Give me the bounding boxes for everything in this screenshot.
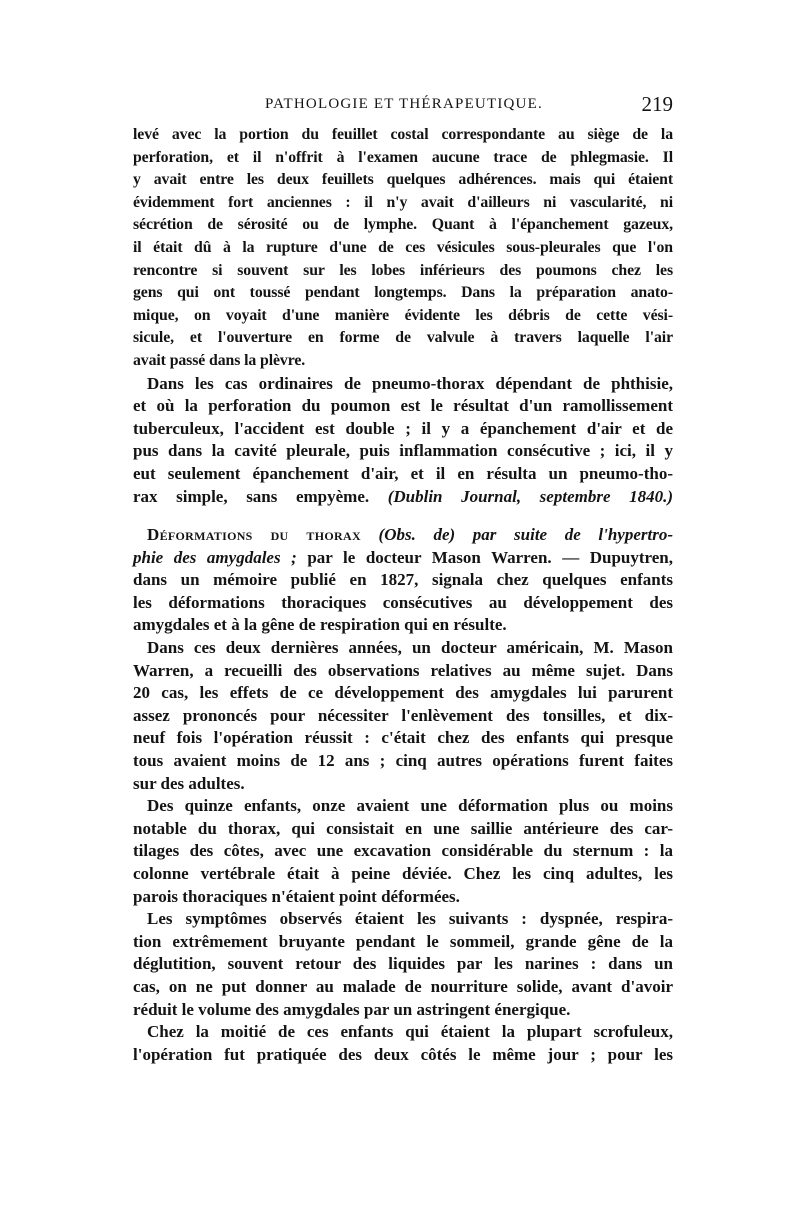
citation: (Dublin Journal, septembre 1840.) (387, 486, 673, 506)
paragraph-warren (133, 637, 673, 795)
text-line: réduit le volume des amygdales par un astringent énergique. (133, 999, 571, 1019)
obs-label: (Obs. de) (378, 525, 456, 545)
text-line-start: rax simple, sans empyème. (133, 486, 370, 506)
paragraph-pneumothorax (133, 373, 673, 509)
text-line: sur des adultes. (133, 773, 245, 793)
text-line: tion extrêmement bruyante pendant le sommeil, grande gêne de la (133, 931, 673, 951)
text-line: amygdales et à la gêne de respiration qui en résulte. (133, 615, 507, 635)
text-line: levé avec la portion du feuillet costal correspondante au siège de la (133, 126, 673, 143)
text-line: notable du thorax, qui consistait en une saillie antérieure des car- (133, 818, 673, 838)
text-line: sicule, et l'ouverture en forme de valvule à travers laquelle l'air (133, 329, 673, 347)
text-line: Des quinze enfants, onze avaient une déformation plus ou moins (147, 796, 673, 816)
paragraph-operation (133, 1021, 673, 1066)
text-line: dans un mémoire publié en 1827, signala chez quelques enfants (133, 570, 673, 590)
text-line: parois thoraciques n'étaient point déformées. (133, 886, 460, 906)
paragraph-enfants (133, 795, 673, 908)
text-line: Chez la moitié de ces enfants qui étaient la plupart scrofuleux, (147, 1022, 673, 1042)
text-line: mique, on voyait d'une manière évidente les débris de cette vési- (133, 306, 673, 324)
text-line: Dans ces deux dernières années, un docteur américain, M. Mason (147, 638, 673, 658)
page-header (133, 92, 673, 122)
body-text (133, 124, 673, 1066)
paragraph-symptomes (133, 908, 673, 1021)
text-line: Dans les cas ordinaires de pneumo-thorax dépendant de phthisie, (147, 373, 673, 393)
section-gap (133, 508, 673, 524)
text-line-rest: par le docteur Mason Warren. — Dupuytren, (307, 547, 674, 567)
page-number: 219 (641, 92, 673, 116)
text-line: l'opération fut pratiquée des deux côtés le même jour ; pour les (133, 1044, 673, 1064)
text-line: assez prononcés pour nécessiter l'enlèvement des tonsilles, et dix- (133, 705, 673, 725)
running-head: PATHOLOGIE ET THÉRAPEUTIQUE. (265, 96, 543, 112)
text-line: évidemment fort anciennes : il n'y avait d'ailleurs ni vascularité, ni (133, 193, 673, 211)
text-line: et où la perforation du poumon est le résultat d'un ramollissement (133, 396, 673, 416)
text-line: colonne vertébrale était à peine déviée. Chez les cinq adultes, les (133, 864, 673, 883)
text-line: cas, on ne put donner au malade de nourriture solide, avant d'avoir (133, 976, 673, 996)
text-line: Warren, a recueilli des observations relatives au même sujet. Dans (133, 660, 673, 680)
section-subject-end: phie des amygdales ; (133, 547, 297, 567)
section-heading: Déformations du thorax (147, 525, 361, 545)
text-line: tuberculeux, l'accident est double ; il y a épanchement d'air et de (133, 418, 673, 438)
text-line: gens qui ont toussé pendant longtemps. Dans la préparation anato- (133, 284, 673, 302)
text-line: 20 cas, les effets de ce développement des amygdales lui parurent (133, 683, 673, 703)
text-line: y avait entre les deux feuillets quelques adhérences. mais qui étaient (133, 171, 673, 189)
text-line: perforation, et il n'offrit à l'examen aucune trace de phlegmasie. Il (133, 148, 673, 166)
text-line: il était dû à la rupture d'une de ces vésicules sous-pleurales que l'on (133, 238, 673, 256)
paragraph-continuation (133, 124, 673, 373)
text-line (133, 547, 673, 570)
text-line: rencontre si souvent sur les lobes inférieurs des poumons chez les (133, 261, 673, 279)
text-line: avait passé dans la plèvre. (133, 351, 306, 369)
text-line: tilages des côtes, avec une excavation considérable du sternum : la (133, 841, 673, 861)
text-line (133, 486, 673, 509)
text-line: sécrétion de sérosité ou de lymphe. Quant à l'épanchement gazeux, (133, 216, 673, 234)
text-line: neuf fois l'opération réussit : c'était chez des enfants qui presque (133, 728, 673, 748)
text-line: tous avaient moins de 12 ans ; cinq autres opérations furent faites (133, 751, 673, 771)
text-line: déglutition, souvent retour des liquides par les narines : dans un (133, 954, 673, 974)
paragraph-deformations (133, 524, 673, 637)
section-subject: par suite de l'hypertro- (472, 525, 673, 545)
text-line: Les symptômes observés étaient les suivants : dyspnée, respira- (147, 909, 673, 929)
text-line: les déformations thoraciques consécutives au développement des (133, 592, 673, 612)
text-line (133, 524, 673, 547)
text-line: pus dans la cavité pleurale, puis inflammation consécutive ; ici, il y (133, 441, 673, 461)
text-line: eut seulement épanchement d'air, et il en résulta un pneumo-tho- (133, 463, 673, 483)
